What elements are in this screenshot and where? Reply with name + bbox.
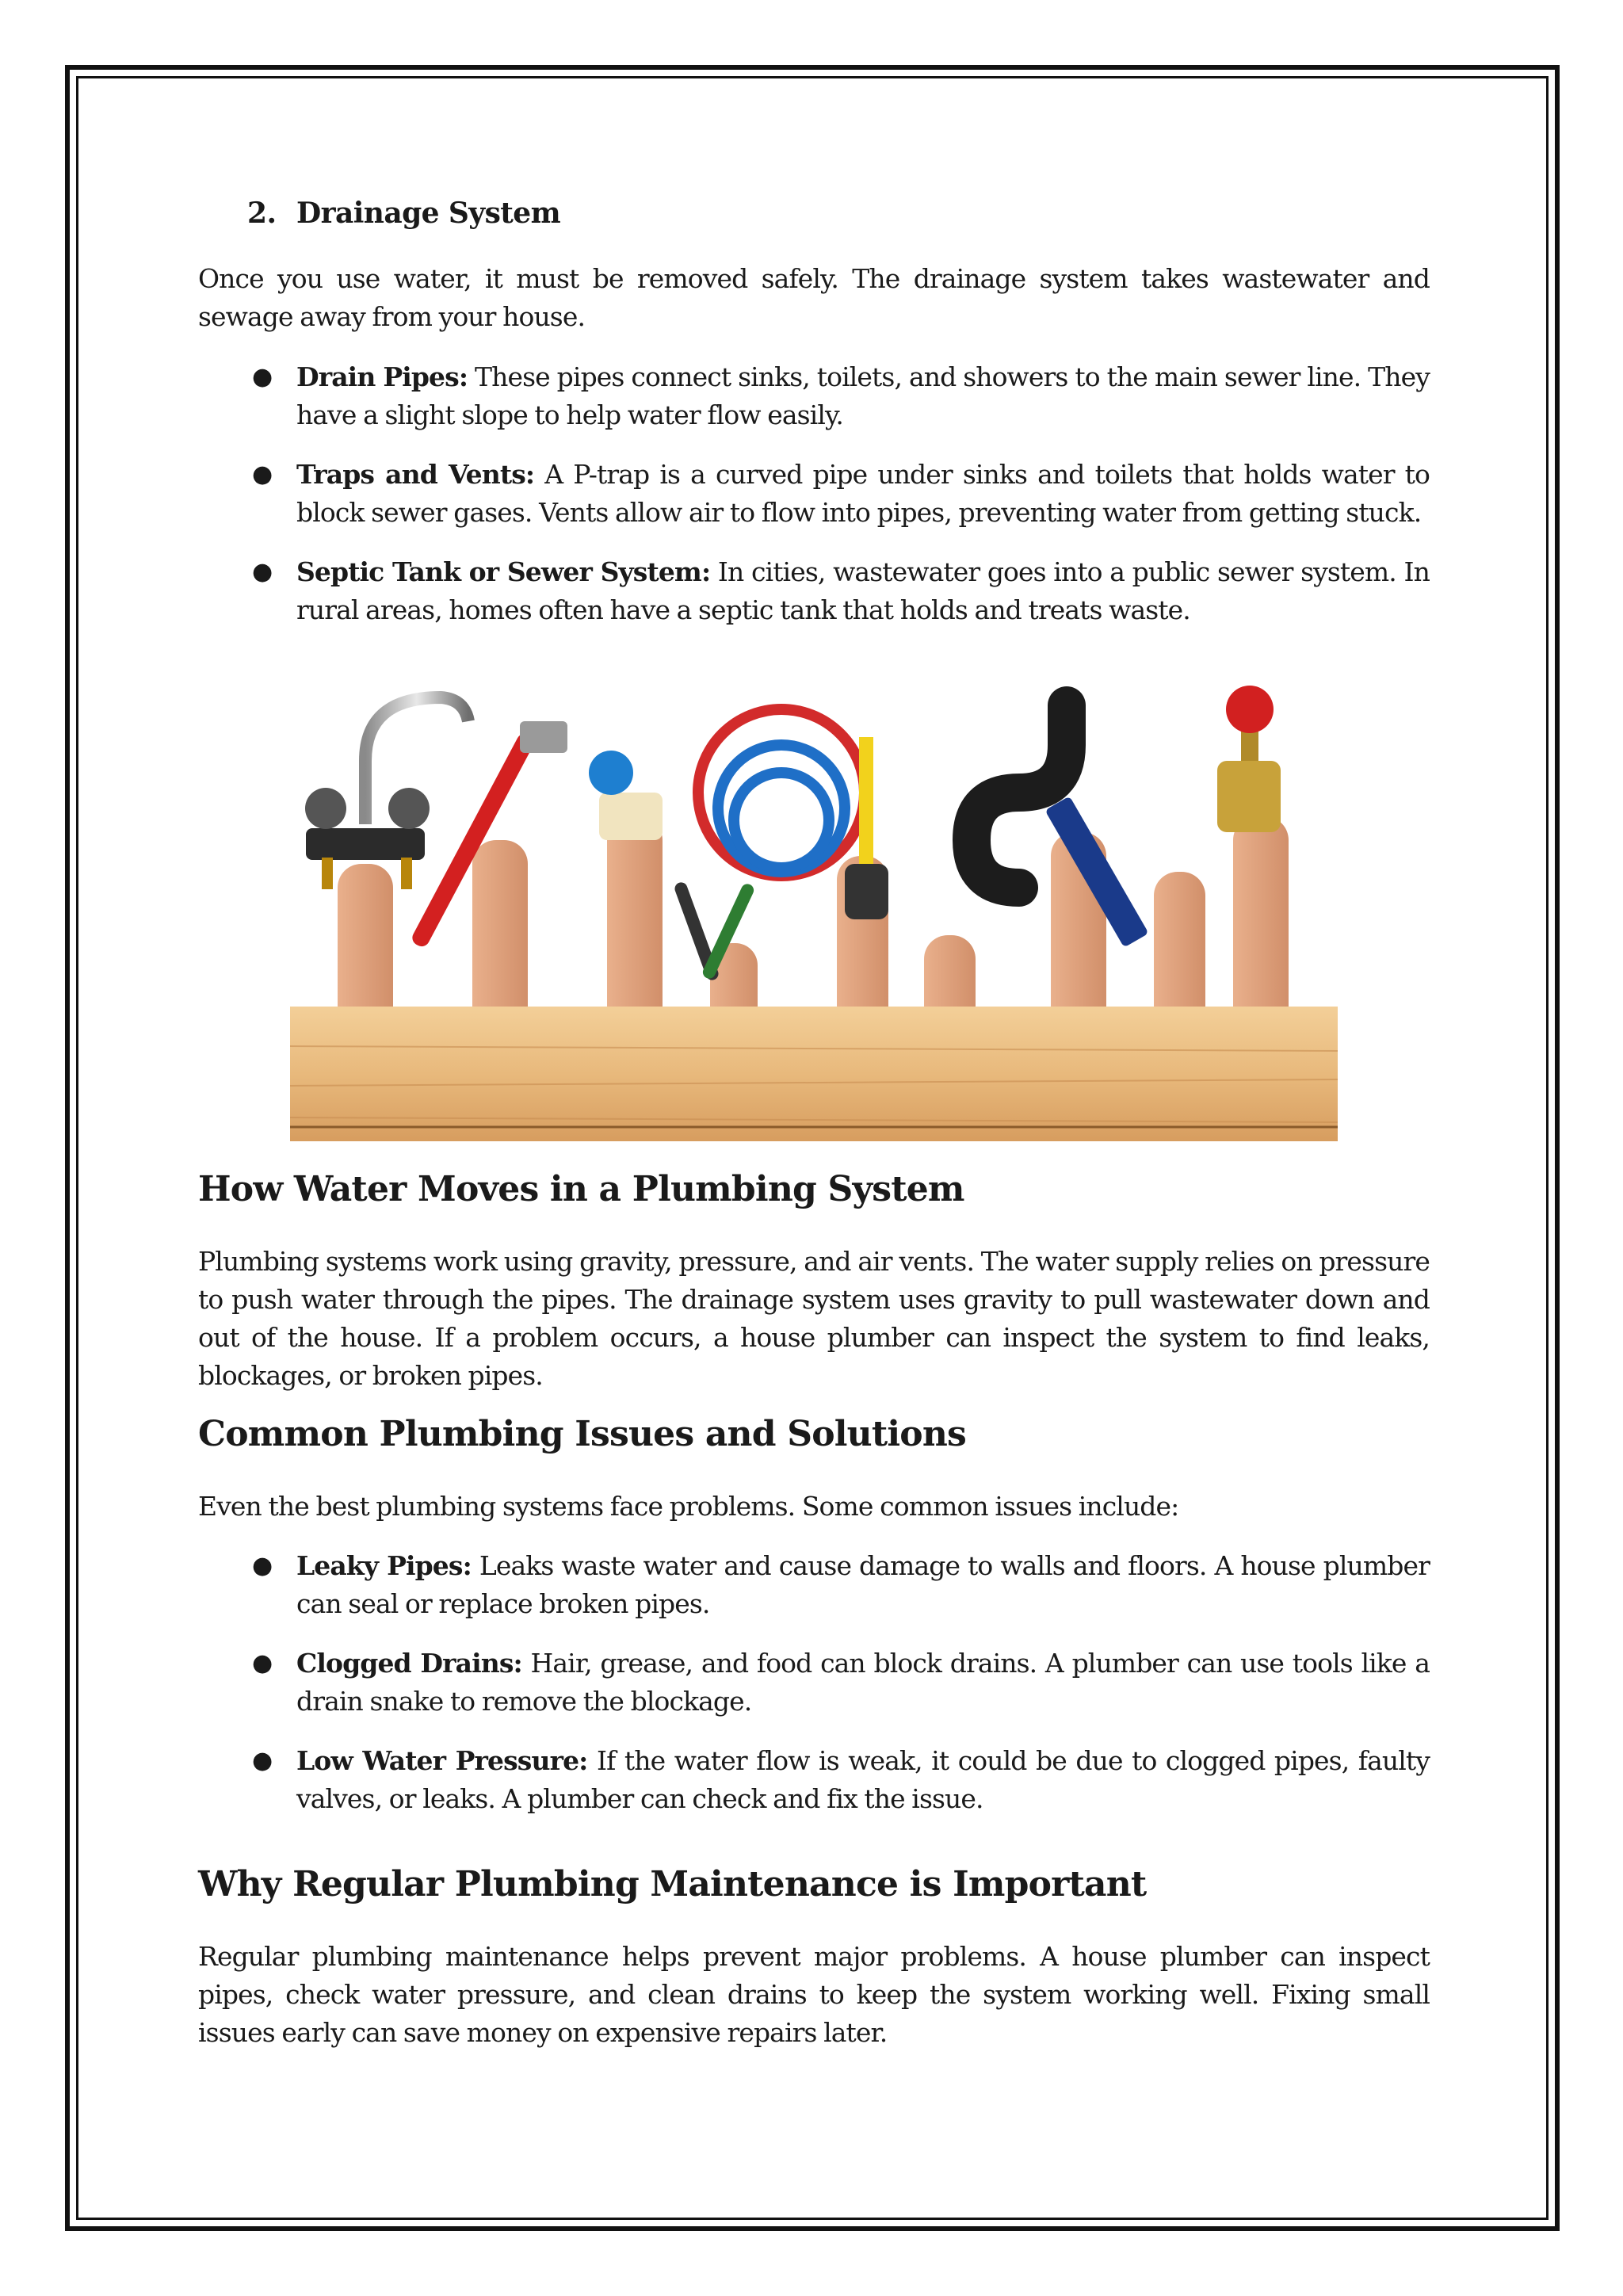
section-number: 2. [247,197,277,230]
bullet-label: Leaky Pipes: [296,1550,472,1581]
list-item [198,456,1430,532]
hands-holding-plumbing-tools-image [290,674,1338,1141]
bullet-icon: ● [252,363,273,391]
bullet-text: If the water flow is weak, it could be due to clogged pipes, faulty valves, or leaks. A plumber can check and fix the issue. [296,1745,1430,1814]
list-item [198,1742,1430,1818]
bullet-icon: ● [252,460,273,488]
bullet-icon: ● [252,1747,273,1775]
drainage-bullet-list [198,358,1430,629]
bullet-text: In cities, wastewater goes into a public sewer system. In rural areas, homes often have a septic tank that holds and treats waste. [296,556,1430,625]
bullet-label: Drain Pipes: [296,361,468,392]
list-item [198,358,1430,434]
list-item [198,553,1430,629]
section-heading-drainage [247,197,560,230]
bullet-text: Leaks waste water and cause damage to walls and floors. A house plumber can seal or replace broken pipes. [296,1550,1430,1619]
bullet-text: Hair, grease, and food can block drains. A plumber can use tools like a drain snake to remove the blockage. [296,1648,1430,1717]
how-water-moves-paragraph: Plumbing systems work using gravity, pressure, and air vents. The water supply relies on pressure to push water through the pipes. The drainage system uses gravity to pull wastewater down and out of the house. If a problem occurs, a house plumber can inspect the system to find leaks, blockages, or broken pipes. [198,1246,1430,1391]
bullet-icon: ● [252,1552,273,1580]
list-item [198,1645,1430,1721]
bullet-label: Clogged Drains: [296,1648,522,1679]
heading-how-water-moves: How Water Moves in a Plumbing System [198,1169,964,1209]
bullet-label: Septic Tank or Sewer System: [296,556,711,587]
issues-bullet-list [198,1547,1430,1818]
common-issues-intro: Even the best plumbing systems face problems. Some common issues include: [198,1491,1179,1522]
heading-maintenance: Why Regular Plumbing Maintenance is Important [198,1864,1147,1904]
bullet-text: These pipes connect sinks, toilets, and showers to the main sewer line. They have a slight slope to help water flow easily. [296,361,1430,430]
section-title: Drainage System [296,197,561,230]
maintenance-paragraph: Regular plumbing maintenance helps prevent major problems. A house plumber can inspect pipes, check water pressure, and clean drains to keep the system working well. Fixing small issues early can save money on expensive repairs later. [198,1941,1430,2048]
bullet-icon: ● [252,1649,273,1677]
drainage-intro-paragraph: Once you use water, it must be removed safely. The drainage system takes wastewater and sewage away from your house. [198,263,1430,332]
bullet-label: Traps and Vents: [296,459,535,490]
heading-common-issues: Common Plumbing Issues and Solutions [198,1414,966,1454]
list-item [198,1547,1430,1623]
bullet-label: Low Water Pressure: [296,1745,588,1776]
bullet-text: A P-trap is a curved pipe under sinks and toilets that holds water to block sewer gases. Vents allow air to flow into pipes, preventing water from getting stuck. [296,459,1430,528]
bullet-icon: ● [252,558,273,586]
